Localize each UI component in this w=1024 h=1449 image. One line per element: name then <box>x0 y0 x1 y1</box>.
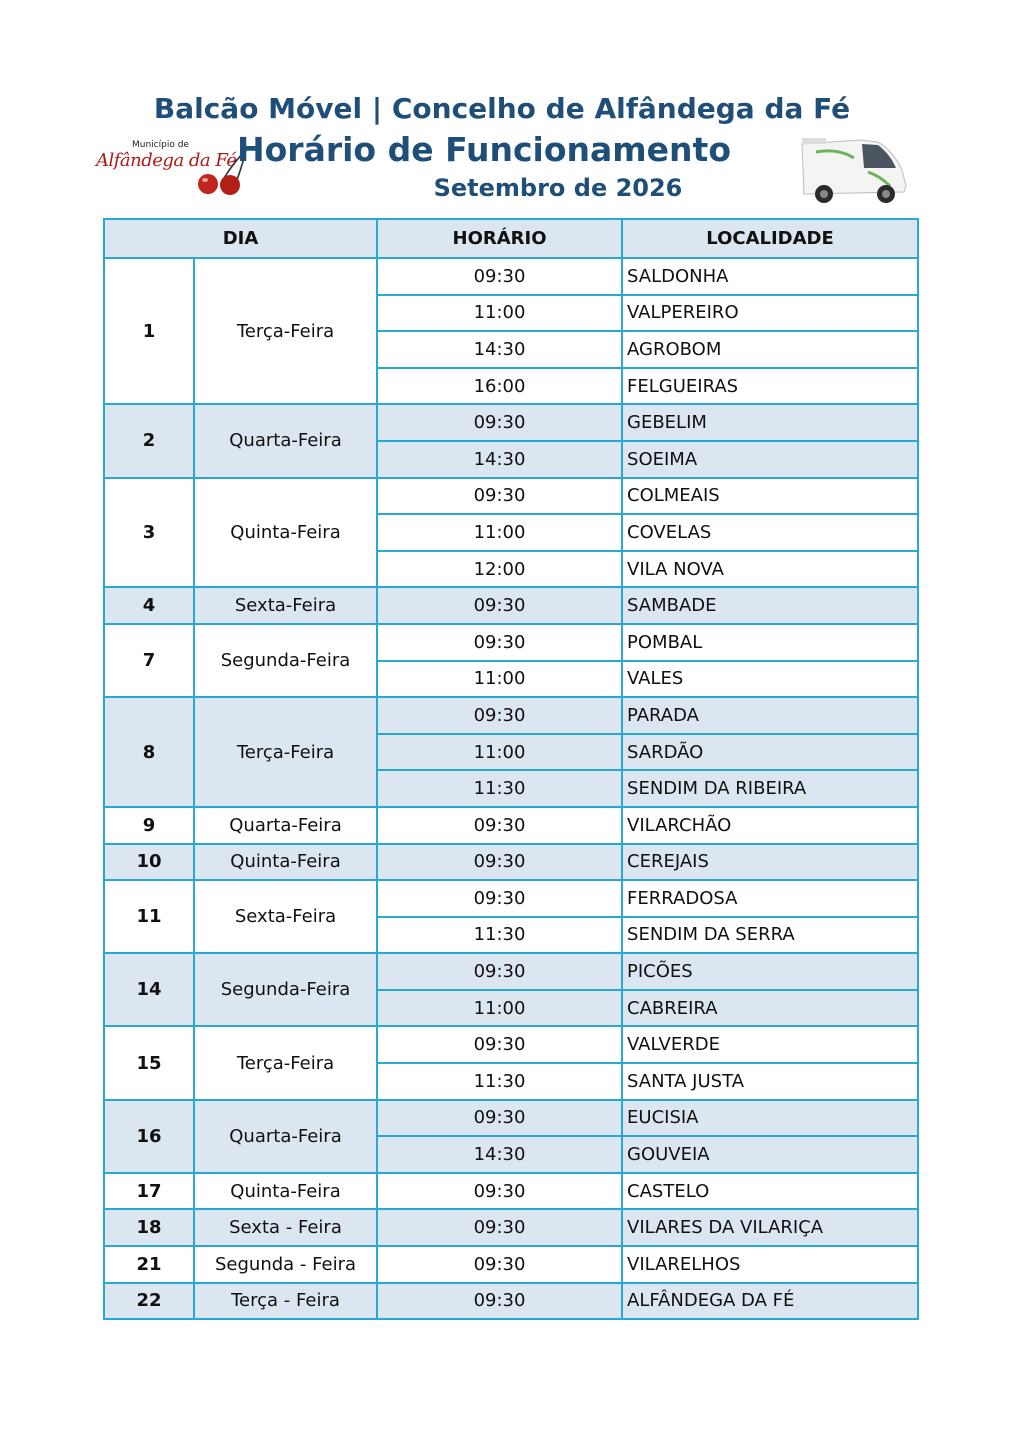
day-number: 9 <box>104 807 194 844</box>
table-row <box>104 1026 918 1063</box>
weekday: Sexta-Feira <box>194 880 377 953</box>
time-cell: 14:30 <box>377 331 622 368</box>
time-cell: 09:30 <box>377 1283 622 1320</box>
time-cell: 09:30 <box>377 1246 622 1283</box>
location-cell: FELGUEIRAS <box>622 368 918 405</box>
time-cell: 11:00 <box>377 734 622 771</box>
time-cell: 09:30 <box>377 624 622 661</box>
location-cell: FERRADOSA <box>622 880 918 917</box>
time-cell: 09:30 <box>377 807 622 844</box>
time-cell: 09:30 <box>377 1209 622 1246</box>
location-cell: VALES <box>622 661 918 698</box>
day-number: 14 <box>104 953 194 1026</box>
time-cell: 11:00 <box>377 295 622 332</box>
time-cell: 14:30 <box>377 1136 622 1173</box>
time-cell: 09:30 <box>377 478 622 515</box>
time-cell: 09:30 <box>377 1026 622 1063</box>
location-cell: GOUVEIA <box>622 1136 918 1173</box>
day-number: 3 <box>104 478 194 588</box>
time-cell: 12:00 <box>377 551 622 588</box>
title-line-3: Setembro de 2026 <box>433 174 683 202</box>
location-cell: VILARCHÃO <box>622 807 918 844</box>
table-row <box>104 953 918 990</box>
table-row <box>104 1246 918 1283</box>
weekday: Quarta-Feira <box>194 404 377 477</box>
day-number: 7 <box>104 624 194 697</box>
weekday: Quinta-Feira <box>194 844 377 881</box>
day-number: 15 <box>104 1026 194 1099</box>
day-number: 10 <box>104 844 194 881</box>
location-cell: VILARELHOS <box>622 1246 918 1283</box>
weekday: Sexta-Feira <box>194 587 377 624</box>
header-time: HORÁRIO <box>377 219 622 258</box>
day-number: 11 <box>104 880 194 953</box>
location-cell: EUCISIA <box>622 1100 918 1137</box>
table-row <box>104 624 918 661</box>
header-day: DIA <box>104 219 377 258</box>
table-row <box>104 404 918 441</box>
location-cell: SAMBADE <box>622 587 918 624</box>
location-cell: VALVERDE <box>622 1026 918 1063</box>
location-cell: POMBAL <box>622 624 918 661</box>
time-cell: 11:30 <box>377 770 622 807</box>
table-row <box>104 478 918 515</box>
location-cell: GEBELIM <box>622 404 918 441</box>
weekday: Quarta-Feira <box>194 1100 377 1173</box>
time-cell: 09:30 <box>377 844 622 881</box>
time-cell: 09:30 <box>377 404 622 441</box>
logo-script-text: Alfândega da Fé <box>96 150 237 171</box>
table-row <box>104 697 918 734</box>
day-number: 1 <box>104 258 194 404</box>
title-line-2: Horário de Funcionamento <box>237 130 731 169</box>
day-number: 22 <box>104 1283 194 1320</box>
weekday: Terça - Feira <box>194 1283 377 1320</box>
location-cell: CEREJAIS <box>622 844 918 881</box>
location-cell: AGROBOM <box>622 331 918 368</box>
table-row <box>104 258 918 295</box>
time-cell: 11:00 <box>377 514 622 551</box>
weekday: Terça-Feira <box>194 697 377 807</box>
day-number: 2 <box>104 404 194 477</box>
location-cell: ALFÂNDEGA DA FÉ <box>622 1283 918 1320</box>
weekday: Quinta-Feira <box>194 1173 377 1210</box>
weekday: Segunda-Feira <box>194 624 377 697</box>
header-place: LOCALIDADE <box>622 219 918 258</box>
location-cell: VILARES DA VILARIÇA <box>622 1209 918 1246</box>
location-cell: SANTA JUSTA <box>622 1063 918 1100</box>
day-number: 21 <box>104 1246 194 1283</box>
day-number: 17 <box>104 1173 194 1210</box>
van-image <box>798 130 910 206</box>
table-row <box>104 1283 918 1320</box>
time-cell: 09:30 <box>377 1100 622 1137</box>
location-cell: SALDONHA <box>622 258 918 295</box>
weekday: Terça-Feira <box>194 1026 377 1099</box>
time-cell: 11:30 <box>377 1063 622 1100</box>
location-cell: SARDÃO <box>622 734 918 771</box>
day-number: 4 <box>104 587 194 624</box>
location-cell: PARADA <box>622 697 918 734</box>
day-number: 16 <box>104 1100 194 1173</box>
location-cell: SENDIM DA RIBEIRA <box>622 770 918 807</box>
weekday: Segunda - Feira <box>194 1246 377 1283</box>
location-cell: PICÕES <box>622 953 918 990</box>
day-number: 8 <box>104 697 194 807</box>
time-cell: 16:00 <box>377 368 622 405</box>
page-header <box>0 0 1024 215</box>
table-row <box>104 1173 918 1210</box>
time-cell: 09:30 <box>377 697 622 734</box>
time-cell: 09:30 <box>377 258 622 295</box>
table-row <box>104 807 918 844</box>
table-row <box>104 1100 918 1137</box>
location-cell: VALPEREIRO <box>622 295 918 332</box>
location-cell: SOEIMA <box>622 441 918 478</box>
time-cell: 09:30 <box>377 1173 622 1210</box>
time-cell: 11:00 <box>377 661 622 698</box>
day-number: 18 <box>104 1209 194 1246</box>
title-line-1: Balcão Móvel | Concelho de Alfândega da Fé <box>153 92 851 125</box>
time-cell: 09:30 <box>377 953 622 990</box>
location-cell: COVELAS <box>622 514 918 551</box>
time-cell: 11:00 <box>377 990 622 1027</box>
schedule-table <box>103 218 919 1320</box>
time-cell: 09:30 <box>377 587 622 624</box>
logo-small-text: Município de <box>132 140 189 150</box>
time-cell: 09:30 <box>377 880 622 917</box>
time-cell: 11:30 <box>377 917 622 954</box>
table-row <box>104 587 918 624</box>
location-cell: CABREIRA <box>622 990 918 1027</box>
weekday: Segunda-Feira <box>194 953 377 1026</box>
location-cell: CASTELO <box>622 1173 918 1210</box>
location-cell: SENDIM DA SERRA <box>622 917 918 954</box>
location-cell: COLMEAIS <box>622 478 918 515</box>
table-row <box>104 844 918 881</box>
weekday: Quinta-Feira <box>194 478 377 588</box>
location-cell: VILA NOVA <box>622 551 918 588</box>
table-row <box>104 1209 918 1246</box>
weekday: Terça-Feira <box>194 258 377 404</box>
weekday: Sexta - Feira <box>194 1209 377 1246</box>
time-cell: 14:30 <box>377 441 622 478</box>
table-row <box>104 880 918 917</box>
weekday: Quarta-Feira <box>194 807 377 844</box>
table-header-row <box>104 219 918 258</box>
